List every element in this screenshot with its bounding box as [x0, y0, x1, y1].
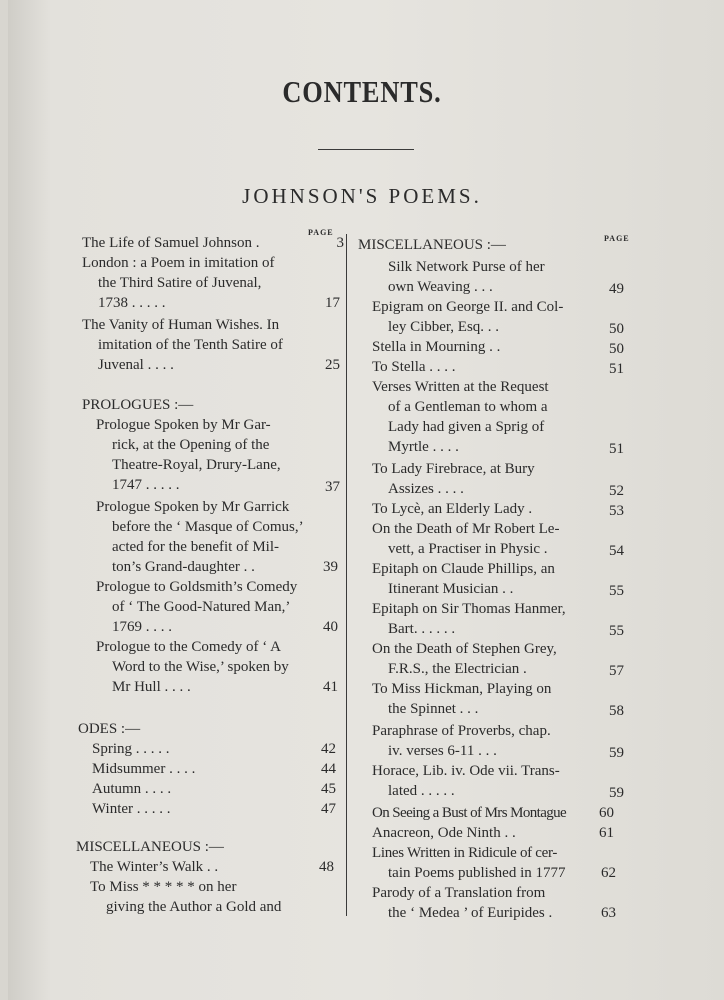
page-title: CONTENTS. — [282, 74, 442, 109]
title-rule — [318, 149, 414, 150]
page-column-label-right: PAGE — [604, 234, 630, 243]
heading-prologues: PROLOGUES :— — [82, 397, 194, 413]
heading-odes: ODES :— — [78, 721, 141, 737]
section-subtitle: JOHNSON'S POEMS. — [242, 184, 482, 208]
page-column-label: PAGE — [308, 228, 334, 237]
heading-miscellaneous-left: MISCELLANEOUS :— — [76, 839, 224, 855]
column-divider — [346, 234, 347, 916]
heading-miscellaneous-right: MISCELLANEOUS :— — [358, 237, 506, 253]
